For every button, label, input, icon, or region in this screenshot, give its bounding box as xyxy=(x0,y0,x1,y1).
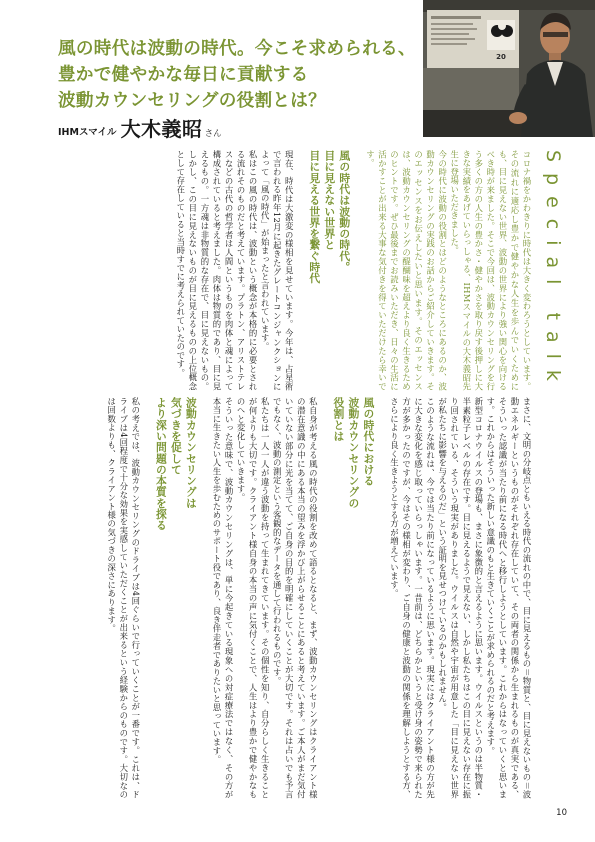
speaker-photo xyxy=(423,0,595,137)
upper-article-block xyxy=(38,150,533,391)
body-paragraph: まさに、文明の分岐点ともいえる時代の流れの中で、目に見えるもの＝物質と、目に見えないもの＝波動エネルギーというものがそれぞれ存在していて、その両者の関係から生まれるものが真実である、そういった認識が当たり前になる時代へと移行しようとしています。これからはなっていくと思います。これからはそういった新しい意識のもと生きていくことが求められるのだと考えます。 xyxy=(485,397,532,799)
column-gap xyxy=(319,397,331,799)
column-gap xyxy=(376,397,388,799)
body-paragraph: 私の考えでは、波動カウンセリングのドライブは4回ぐらいで行っていくことが一番です。これは、ドライブは4回程度で十分な効果を実感していただくことが出来るという経験からのものです。大切なのは回数よりも、クライアント様の気づきの深さにあります。 xyxy=(106,397,141,799)
body-paragraph: 新型コロナウイルスの登場も、まさに象徴的と言えるように思います。ウイルスというのは半物質・半素粒子レベルの存在です。目に見えるようで見えない、しかし私たちはこの目に見えない存在に振り回されている、そういう現実がありました。ウイルスは自然や宇宙が用意した「目に見えない世界が私たちに影響を与えるのだ」という証明を見せつけているのかもしれません。 xyxy=(437,397,484,799)
section-heading-2-line-3: 役割とは xyxy=(332,397,346,442)
section-heading-1-line-2: 目に見えない世界と xyxy=(323,150,337,251)
body-paragraph: このような流れは、今では当たり前になっているように思います。現実にはクライアント様の方が先に大きな変化を感じ取っていらっしゃいます。一昔前は、どちらかというと受け身の姿勢で来られた方が多かったのですが、今はその様相が変わり、ご自身の健康と波動の関係を理解しようとする方、さらにより良く生きようとする方が増えています。 xyxy=(389,397,436,799)
byline-organization: IHMスマイル xyxy=(58,127,117,138)
column-gap xyxy=(142,397,154,799)
column-gap xyxy=(352,150,364,391)
byline-honorific: さん xyxy=(204,129,222,139)
screen-number: 20 xyxy=(496,53,506,61)
body-paragraph: 私はこの風の時代は、波動という概念が本格的に必要とされる流れそのものだと考えています。プラトン、アリストテレスなどの古代の哲学者は人間というものを肉体と魂によって構成されていると考えました。肉体は物質的であり、目に見えるもの。一方魂は非物質的な存在で、目に見えないもの。しかし、この目に見えないものが目に見えるものの上位概念として存在していると当時すでに考えられていたのです。 xyxy=(175,150,259,391)
body-paragraph: そういった意味で、波動カウンセリングは、単に今起きている現象への対症療法ではなく、その方が本当に生きたい人生を歩むためのサポート役であり、良き伴走者でありたいと思っています。 xyxy=(211,397,235,799)
special-talk-label: Special talk xyxy=(542,150,564,392)
section-heading-1-line-3: 目に見える世界を繋ぐ時代 xyxy=(308,150,322,284)
body-paragraph: 私たちは一人一人が違う波動を持って生まれてきています。その個性を知り、自分らしく生きることが何よりも大切です。クライアント様自身の本当の声に気付くことで、人生はより豊かで健やかなものへと変化していきます。 xyxy=(236,397,271,799)
headline-line-1: 風の時代は波動の時代。今こそ求められる、 xyxy=(58,38,416,59)
intro-paragraph: コロナ禍をかわきりに時代は大きく変わろうとしています。その流れに適応し豊かで健やかな人生を歩んでいくためにも、目に見えない世界、波動の世界により強い関心を向けるべき時が来ました。そこで今回は、波動カウンセリングを行う多くの方の人生の豊かさ・健やかさを取り戻す後押しに大きな実績をあげていらっしゃる、IHMスマイルの大木義昭先生に登場いただきました。 xyxy=(449,150,532,391)
section-heading-1-line-1: 風の時代は波動の時代。 xyxy=(338,150,352,273)
lower-article-block xyxy=(38,397,533,799)
section-heading-3-line-2: 気づきを促して xyxy=(169,397,183,476)
screen-emblem xyxy=(487,20,515,50)
body-paragraph: 私自身が考える風の時代の役割を改めて語るとなると、まず、波動カウンセリングはクライアント様の潜在意識の中にある本当の望みを浮かび上がらせることにあると考えています。ご本人がまだ気付いていない部分に光を当てて、ご自身の目的を明確にしていくことが大切です。それは占いでも予言でもなく、波動の測定という客観的なデータを通して行われるものです。 xyxy=(272,397,319,799)
section-heading-3-line-3: より深い問題の本質を探る xyxy=(154,397,168,531)
headline xyxy=(58,36,428,114)
speaker-photo-illustration xyxy=(423,0,595,137)
column-gap xyxy=(199,397,211,799)
section-heading-2-line-2: 波動カウンセリングの xyxy=(347,397,361,509)
body-paragraph: 現在、時代は大激変の様相を見せています。今年は、占星術で言われる昨年12月に起きたグレートコンジャンクションによって「風の時代」が始まったと言われています。 xyxy=(260,150,295,391)
intro-paragraph-2: 今の時代に波動の役割とはどのようなところにあるのか、波動カウンセリングの実践のお話からご紹介していきます。そのエッセンスをお伝えしたいと思います。そのエッセンスは、波動カウンセリングの醍醐味を超えより良く生きるためのヒントです。ぜひ最後までお読みいただき、日々の生活に活かすことが出来る大事な気付きを得ていただけたら幸いです。 xyxy=(365,150,448,391)
headline-line-3: 波動カウンセリングの役割とは？ xyxy=(58,90,327,111)
column-gap xyxy=(295,150,307,391)
page-number: 10 xyxy=(556,808,567,818)
byline-name: 大木義昭 xyxy=(120,117,203,141)
section-heading-3-line-1: 波動カウンセリングは xyxy=(184,397,198,509)
headline-line-2: 豊かで健やかな毎日に貢献する xyxy=(58,64,309,85)
section-heading-2-line-1: 風の時代における xyxy=(362,397,376,487)
byline xyxy=(58,116,222,142)
